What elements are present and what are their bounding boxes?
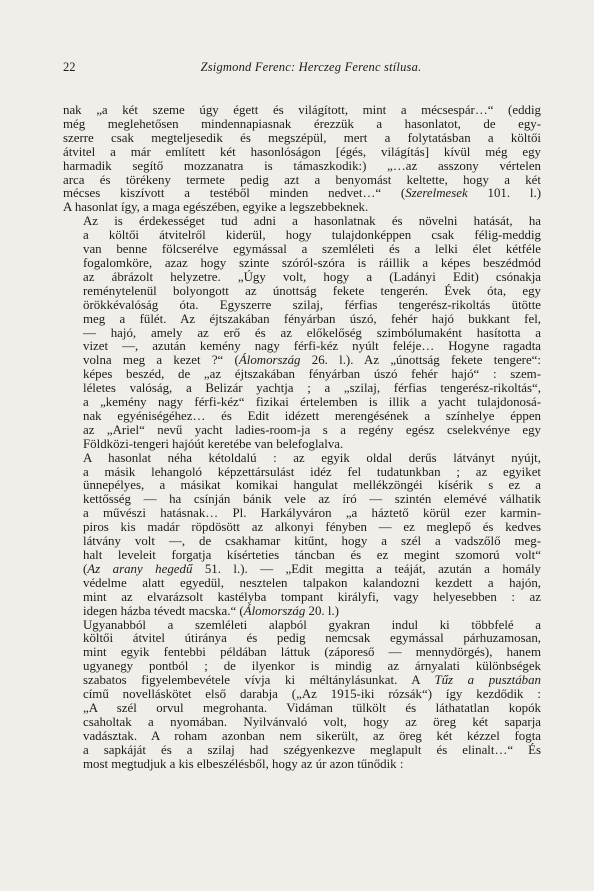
text-line: védelme alatt egyedül, nesztelen talpakon kalandozni kezdett a hajón, [83,575,541,590]
text-line: mint egyik fentebbi példában láttuk (záporeső — mennydörgés), hanem [83,645,541,660]
italic-title: Szerelmesek [405,186,468,201]
paragraph [63,215,541,451]
text-line: kettősség — ha csínján bánik vele az író — szintén elemévé válhatik [83,492,541,507]
text-line: a másik lehangoló képzettársulást idéz fel tudatunkban ; az egyiket [83,464,541,479]
text-line: vadásztak. A roham azonban nem sikerült, az öreg két kézzel fogta [83,728,541,743]
text-line: idegen házba tévedt macska.“ (Álomország 20. l.) [83,603,339,618]
text-line: a „kemény nagy férfi-kéz“ fizikai értelemben is illik a yacht tulajdonosá- [83,395,541,410]
text-line: reménytelenül bolyongott az únottság fekete tengerén. Évek óta, egy [83,283,541,298]
text-line: a sapkáját és a szilaj had szégyenkezve meglapult és elinalt…“ És [83,742,541,757]
text-line: csaholtak a nyomában. Nyilvánvaló volt, hogy az öreg két saparja [83,714,541,729]
body-text [63,104,541,772]
italic-title: Az arany hegedű [87,561,193,576]
text-line: „A szél orvul megrohanta. Vidáman tülkölt és láthatatlan kopók [83,700,541,715]
text-line: léletes valóság, a Belizár yachtja ; a „szilaj, férfias tengerész-rikoltás“, [83,381,541,396]
text-line: harmadik segítő mozzanatra is támaszkodik:) „…az asszony vértelen [63,158,541,173]
text-line: az ábrázolt helyzetre. „Úgy volt, hogy a (Ladányi Edit) csónakja [83,269,541,284]
text-line: az „Ariel“ nevű yacht ladies-room-ja s a regény egész cselekvénye egy [83,422,541,437]
italic-title: Álomország [238,353,301,368]
page-number: 22 [63,60,76,74]
text-line: A hasonlat néha kétoldalú : az egyik oldal derűs látványt nyújt, [83,450,541,465]
text-line: nak „a két szeme úgy égett és világított, mint a mécsespár…“ (eddig [63,103,541,117]
text-line: nak egyéniségéhez… és Edit idézett merengésének a színhelye éppen [83,408,541,423]
text-line: most megtudjuk a kis elbeszélésből, hogy az úr azon tűnődik : [83,756,404,771]
text-line: költői átvitel útiránya és pedig nemcsak egymással párhuzamosan, [83,631,541,646]
text-line: (Az arany hegedű 51. l.). — „Edit megitta a teáját, azután a homály [83,561,542,576]
text-line: ugyanegy pontból ; de ilyenkor is mindig az árnyalati különbségek [83,659,541,674]
text-line: meg a fülét. Az éjtszakában fényárban úszó, fehér hajó bukkant fel, [83,311,541,326]
running-title: Zsigmond Ferenc: Herczeg Ferenc stílusa. [200,60,422,74]
text-line: Ugyanabból a szemléleti alapból gyakran indul ki többfelé a [83,617,541,632]
italic-title: Álomország [243,603,306,618]
text-line: átvitel a már említett két hasonlóságon [égés, világítás] kívül még egy [63,144,541,159]
text-line: látvány volt —, de csakhamar kitűnt, hogy a szél a vadszőlő meg- [83,534,541,549]
text-line: című novelláskötet első darabja („Az 1915-iki rózsák“) így kezdődik : [83,687,541,702]
italic-title: Tűz a pusztában [434,673,542,688]
paragraph [63,619,541,772]
page-header [63,60,533,76]
text-line: szerre csak megteljesedik és megszépül, mert a folytatásban a költői [63,130,541,145]
text-line: Földközi-tengeri hajóút keretébe van belefoglalva. [83,436,344,451]
text-line: arca és törékeny termete pedig azt a benyomást keltette, hogy a két [63,172,541,187]
text-line: a művészi hatásnak… Pl. Harkályváron „a háztető körül ezer karmin- [83,506,541,521]
text-line: örökkévalóság óta. Egyszerre szilaj, férfias tengerész-rikoltás ütötte [83,297,541,312]
text-line: mécses kiszívott a testéből minden nedvet…“ (Szerelmesek 101. l.) [63,186,541,201]
text-line: Az is érdekességet tud adni a hasonlatnak és növelni hatását, ha [83,214,541,229]
text-line: volna meg a kezet ?“ (Álomország 26. l.). Az „únottság fekete tengere“: [83,353,541,368]
text-line: szabatos figyelembevétele vívja ki méltánylásunkat. A Tűz a pusztában [83,673,542,688]
text-line: fogalomköre, azaz hogy szinte szóról-szóra is ráillik a képes beszédmód [83,255,541,270]
text-line: még meglehetősen mindennapiasnak érezzük a hasonlatot, de egy- [63,116,541,131]
text-line: halt leveleit forgatja kísérteties táncban és ez megint szomorú volt“ [83,548,541,562]
text-line: ünnepélyes, a másikat komikai hangulat mellékzöngéi kísérik s ez a [83,478,541,493]
text-line: a költői átvitelről kiderül, hogy tulajdonképpen csak félig-meddig [83,228,541,243]
text-line: mint az elvarázsolt kastélyba tompant királyfi, vagy helyesebben : az [83,589,541,604]
text-line: vizet —, azután kemény nagy férfi-kéz nyúlt feléje… Hogyne ragadta [83,339,541,354]
text-line: piros kis madár röpdösött az alkonyi fényben — ez meglepő és kedves [83,520,541,535]
text-line: van benne fölcserélve egymással a szemléleti és a lelki élet kétféle [83,242,541,257]
text-line: képes beszéd, de „az éjtszakában fényárban úszó fehér hajó“ : szem- [83,367,541,382]
paragraph [63,452,541,619]
text-line: — hajó, amely az erő és az előkelőség szimbólumaként hasította a [83,325,541,340]
text-line: A hasonlat így, a maga egészében, egyike a legszebbeknek. [63,200,369,215]
paragraph [63,104,541,215]
